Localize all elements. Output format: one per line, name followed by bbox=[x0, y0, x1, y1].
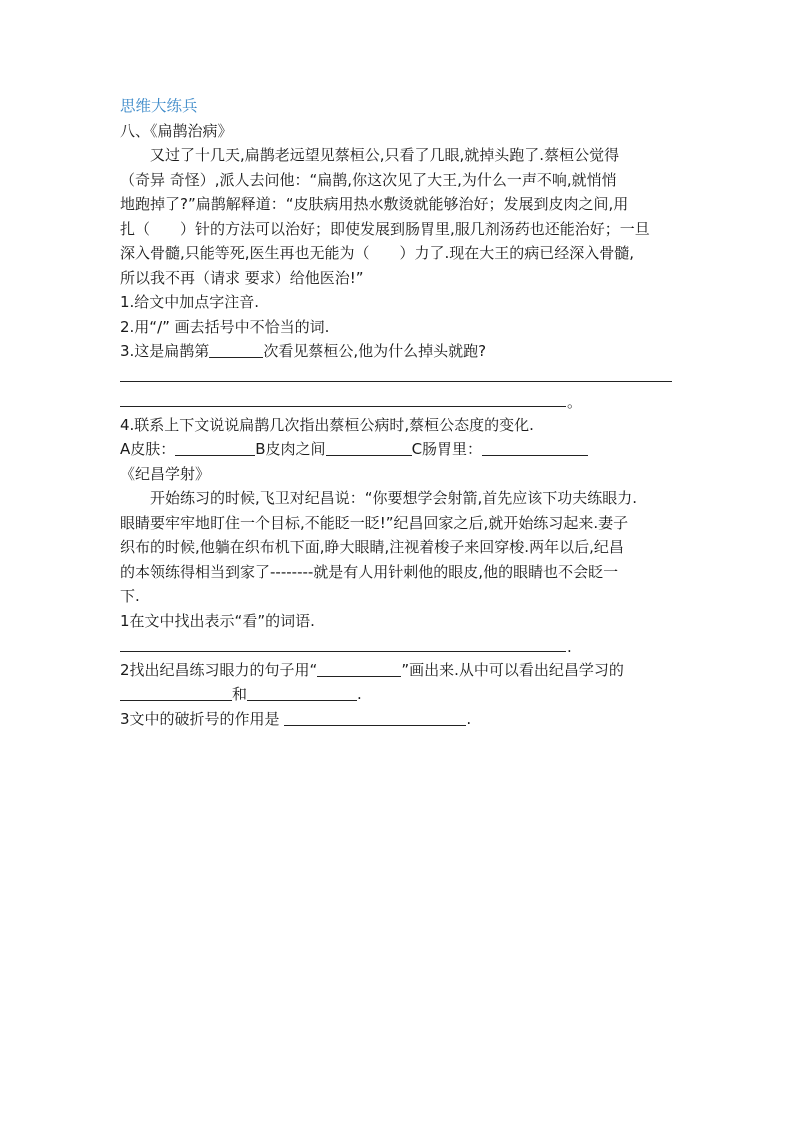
part8-question-2: 2.用“/” 画去括号中不恰当的词. bbox=[120, 317, 330, 336]
blank-label-b: B皮肉之间 bbox=[255, 440, 326, 458]
answer-blank-a[interactable] bbox=[175, 439, 255, 456]
answer-blank-c[interactable] bbox=[482, 439, 588, 456]
question-text: 2找出纪昌练习眼力的句子用“ bbox=[120, 660, 318, 679]
line-end-mark: 。 bbox=[567, 393, 583, 411]
passage-line: 又过了十几天,扁鹊老远望见蔡桓公,只看了几眼,就掉头跑了.蔡桓公觉得 bbox=[150, 146, 620, 164]
part8-passage bbox=[120, 143, 676, 290]
question-text: 3文中的破折号的作用是 bbox=[120, 709, 280, 728]
part8-question-1: 1.给文中加点字注音. bbox=[120, 293, 260, 311]
blank-label-a: A皮肤： bbox=[120, 440, 176, 458]
answer-line-row bbox=[120, 633, 676, 658]
line-end-mark: . bbox=[567, 638, 572, 656]
answer-blank[interactable] bbox=[209, 341, 263, 358]
passage-line: 开始练习的时候,飞卫对纪昌说：“你要想学会射箭,首先应该下功夫练眼力. bbox=[150, 489, 638, 507]
part8-question-4-blanks bbox=[120, 437, 676, 462]
answer-line[interactable] bbox=[120, 381, 672, 382]
jichang-heading: 《纪昌学射》 bbox=[120, 464, 211, 483]
answer-blank-b[interactable] bbox=[326, 439, 412, 456]
passage-line: 下. bbox=[120, 587, 140, 605]
part8-question-4: 4.联系上下文说说扁鹊几次指出蔡桓公病时,蔡桓公态度的变化. bbox=[120, 415, 534, 434]
section-title: 思维大练兵 bbox=[120, 97, 198, 115]
passage-line: 织布的时候,他躺在织布机下面,睁大眼睛,注视着梭子来回穿梭.两年以后,纪昌 bbox=[120, 538, 624, 556]
answer-line-row bbox=[120, 364, 676, 389]
answer-blank[interactable] bbox=[284, 709, 466, 726]
answer-line-row bbox=[120, 388, 676, 413]
passage-line: 扎（ ）针的方法可以治好；即使发展到肠胃里,服几剂汤药也还能治好；一旦 bbox=[120, 219, 650, 238]
part8-question-3 bbox=[120, 339, 676, 364]
passage-line: 深入骨髓,只能等死,医生再也无能为（ ）力了.现在大王的病已经深入骨髓, bbox=[120, 244, 635, 262]
answer-blank[interactable] bbox=[247, 684, 357, 701]
passage-line: 所以我不再（请求 要求）给他医治!” bbox=[120, 268, 364, 287]
jichang-passage bbox=[120, 486, 676, 609]
question-text: ”画出来.从中可以看出纪昌学习的 bbox=[401, 660, 624, 679]
blank-label-c: C肠胃里： bbox=[411, 440, 483, 458]
passage-line: 眼睛要牢牢地盯住一个目标,不能眨一眨!”纪昌回家之后,就开始练习起来.妻子 bbox=[120, 513, 629, 532]
jichang-question-3 bbox=[120, 707, 676, 732]
passage-line: 地跑掉了?”扁鹊解释道：“皮肤病用热水敷烫就能够治好；发展到皮肉之间,用 bbox=[120, 195, 629, 213]
answer-blank[interactable] bbox=[120, 684, 232, 701]
answer-blank[interactable] bbox=[317, 660, 401, 677]
answer-line[interactable] bbox=[120, 406, 566, 407]
question-text: 和 bbox=[232, 685, 248, 703]
passage-line: 的本领练得相当到家了--------就是有人用针刺他的眼皮,他的眼睛也不会眨一 bbox=[120, 562, 619, 581]
part8-heading: 八、《扁鹊治病》 bbox=[120, 121, 233, 140]
jichang-question-1: 1在文中找出表示“看”的词语. bbox=[120, 611, 315, 630]
jichang-question-2 bbox=[120, 658, 676, 683]
question-text: 3.这是扁鹊第 bbox=[120, 342, 210, 360]
answer-line[interactable] bbox=[120, 651, 566, 652]
passage-line: （奇异 奇怪）,派人去问他：“扁鹊,你这次见了大王,为什么一声不响,就悄悄 bbox=[120, 170, 617, 189]
line-end-mark: . bbox=[466, 709, 472, 728]
question-text: 次看见蔡桓公,他为什么掉头就跑? bbox=[263, 342, 487, 360]
jichang-question-2-blanks bbox=[120, 682, 676, 707]
worksheet-content bbox=[120, 94, 676, 731]
line-end-mark: . bbox=[357, 685, 362, 703]
